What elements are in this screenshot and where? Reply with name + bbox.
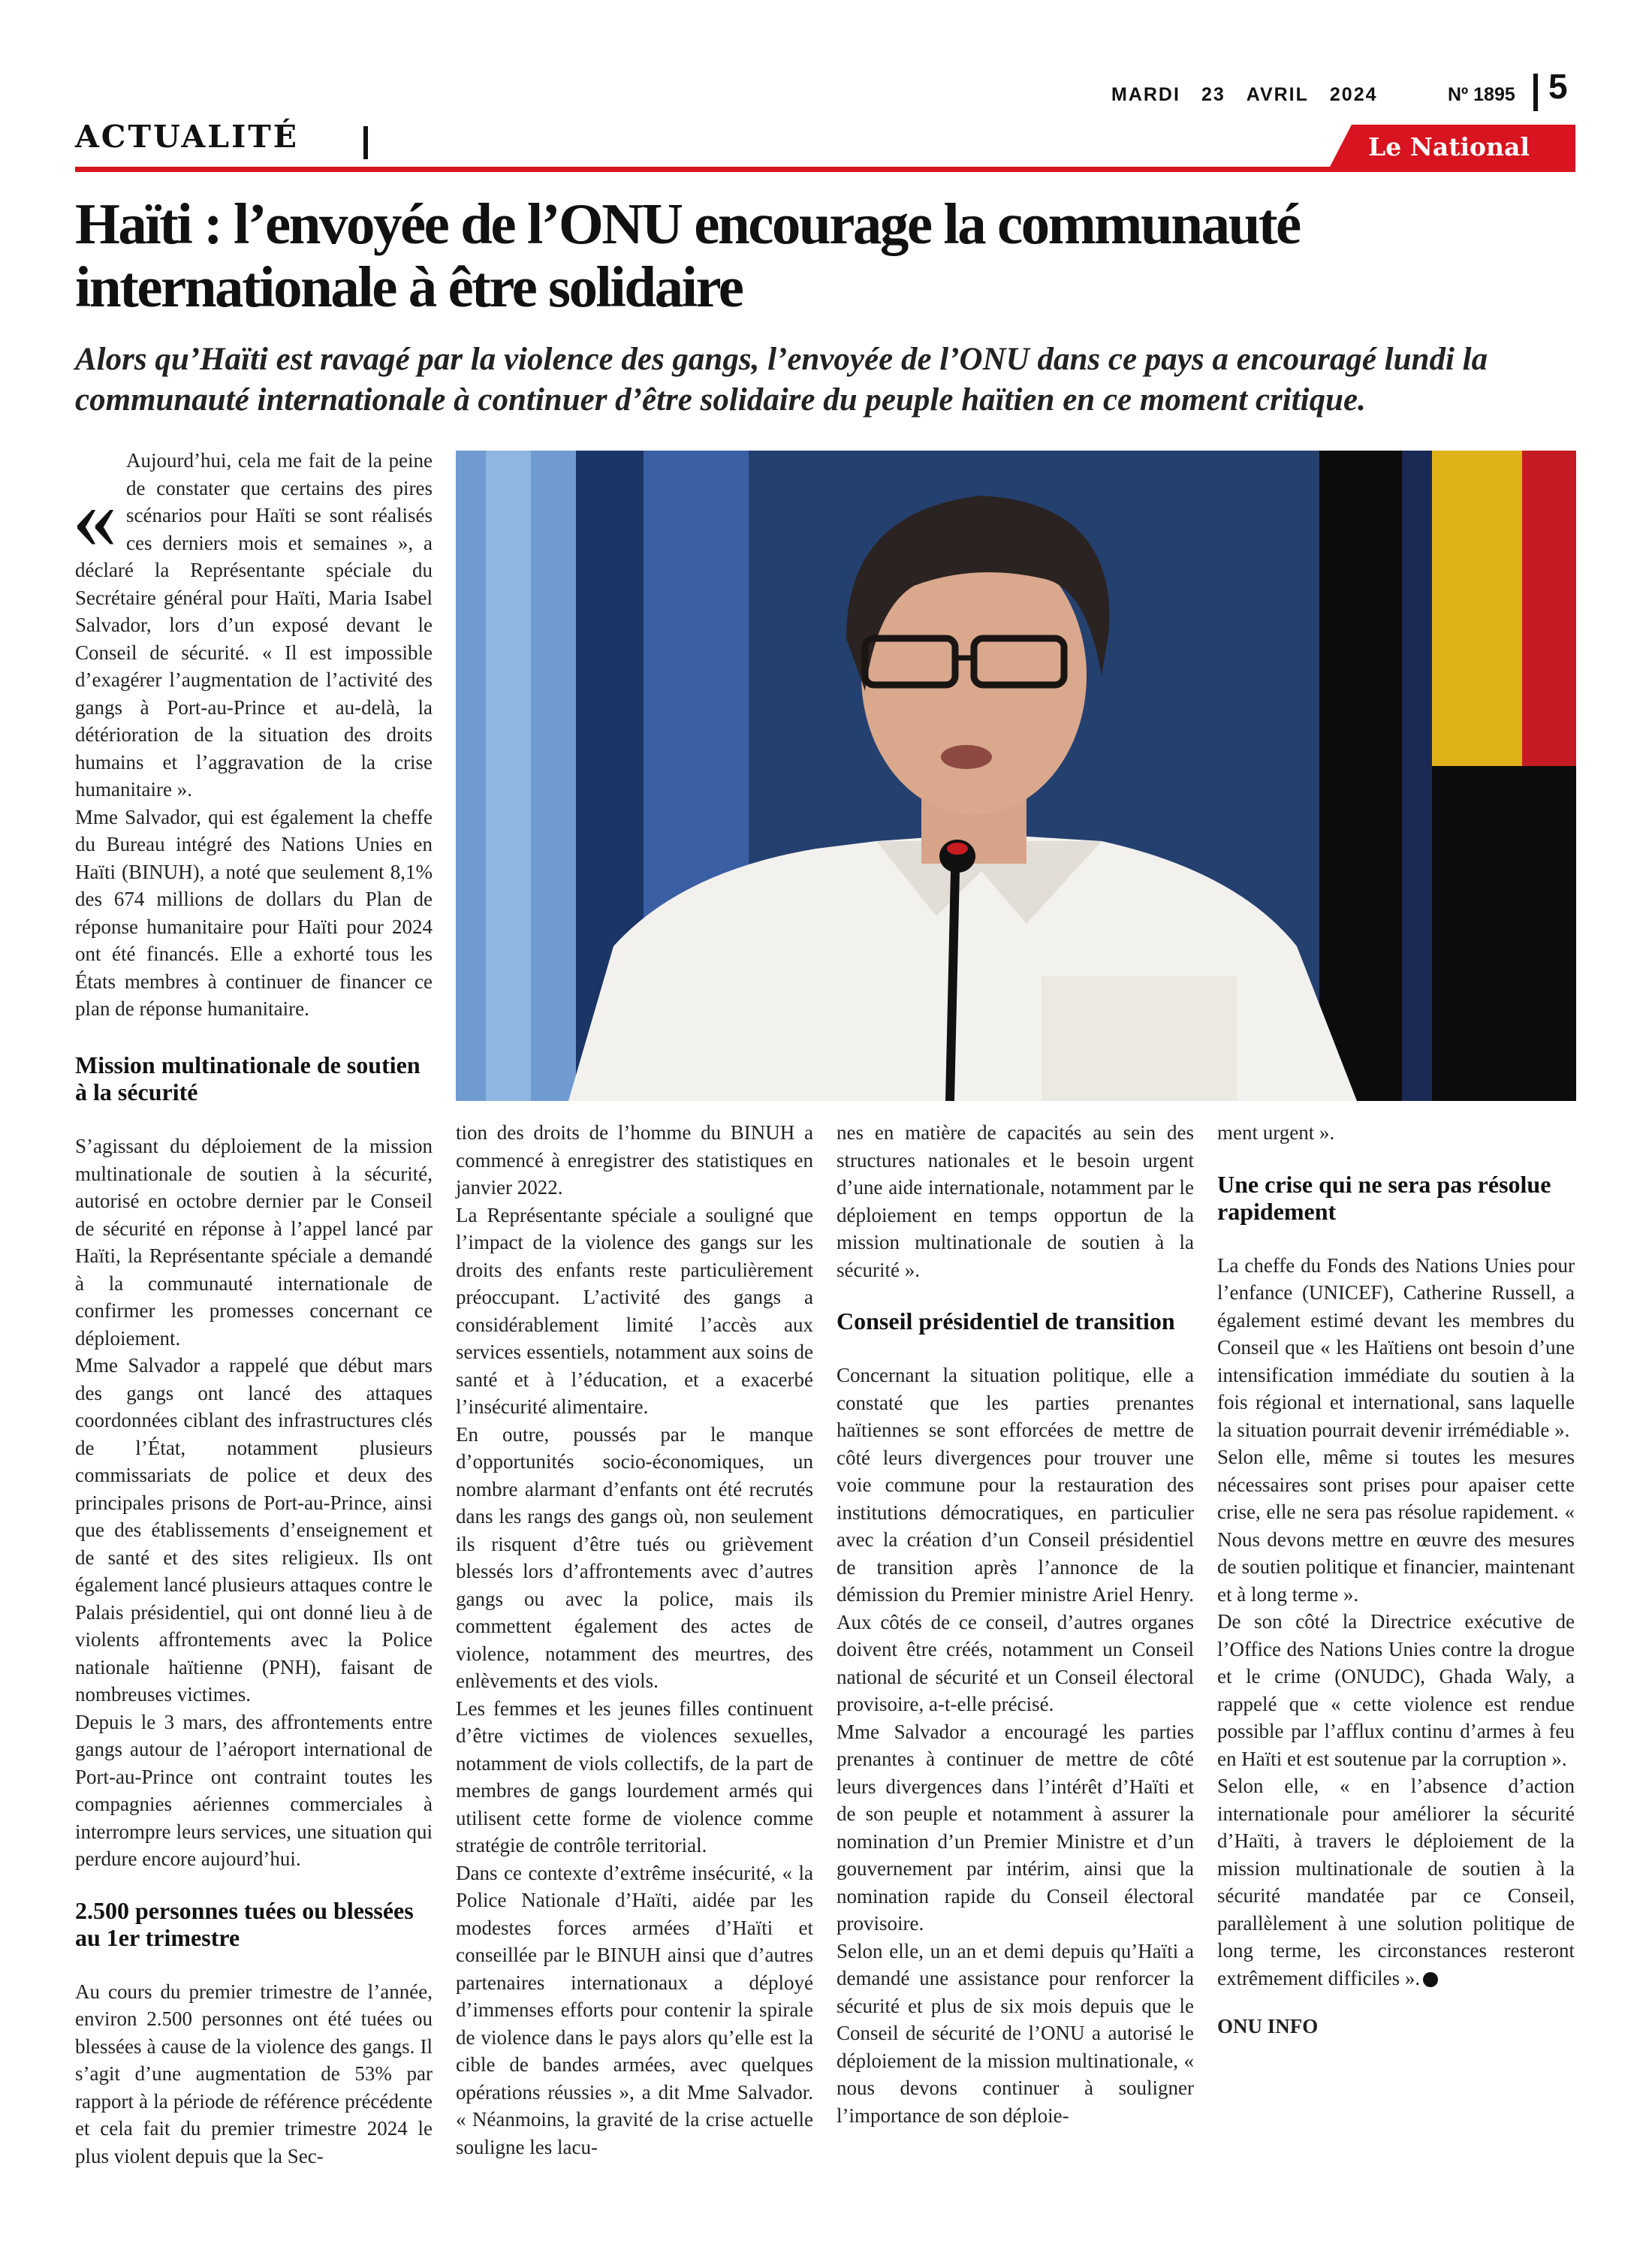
speaker-photo-illustration: [456, 451, 1576, 1101]
column-2: [456, 1119, 813, 2161]
lede-paragraph-2: Mme Salvador, qui est également la cheffe du Bureau intégré des Nations Unies en Haïti (BINUH), a noté que seulement 8,1% des 674 millions de dollars du Plan de réponse humanitaire pour Haïti pour 2024 ont été financés. Elle a exhorté tous les États membres à continuer de financer ce plan de réponse humanitaire.: [75, 805, 433, 1020]
column-4-paragraph-3: Selon elle, même si toutes les mesures nécessaires sont prises pour apaiser cette crise, elle ne sera pas résolue rapidement. « Nous devons mettre en œuvre des mesures de soutien politique et financier, maintenant et à long terme ».: [1217, 1446, 1575, 1606]
subhead-crisis: Une crise qui ne sera pas résolue rapidement: [1217, 1170, 1551, 1225]
date-month: AVRIL: [1246, 84, 1309, 105]
subhead-mission: Mission multinationale de soutien à la sécurité: [75, 1051, 421, 1105]
column-3: [837, 1119, 1194, 2129]
column-2-paragraph-3: En outre, poussés par le manque d’opportunités socio-économiques, un nombre alarmant d’enfants ont été recrutés dans les rangs des gangs où, non seulement ils risquent d’être tués ou grièvement blessés lors d’affrontements avec d’autres gangs ou avec la police, mais ils commettent également des actes de violence, notamment des meurtres, des enlèvements et des viols.: [456, 1422, 813, 1692]
date-day: MARDI: [1111, 84, 1180, 105]
column-4-paragraph-5: [1217, 1772, 1575, 1992]
column-2-paragraph-2: La Représentante spéciale a souligné que l’impact de la violence des gangs sur les droits des enfants reste particulièrement préoccupant. L’activité des gangs a considérablement limité l’accès aux services essentiels, notamment aux soins de santé et à l’éducation, et a exacerbé l’insécurité alimentaire.: [456, 1203, 813, 1418]
column-4: [1217, 1119, 1575, 2040]
header-divider: [1533, 74, 1538, 111]
lede-paragraph-1: Aujourd’hui, cela me fait de la peine de constater que certains des pires scénarios pour Haïti se sont réalisés ces derniers mois et semaines », a déclaré la Représentante spéciale du Secrétaire général pour Haïti, Maria Isabel Salvador, lors d’un exposé devant le Conseil de sécurité. « Il est impossible d’exagérer l’augmentation de l’activité des gangs à Port-au-Prince et au-delà, la détérioration de la situation des droits humains et l’aggravation de la crise humanitaire ».: [75, 449, 433, 801]
subhead-casualties: 2.500 personnes tuées ou blessées au 1er trimestre: [75, 1896, 414, 1951]
column-1-paragraph-4: Au cours du premier trimestre de l’année, environ 2.500 personnes ont été tuées ou blessées à cause de la violence des gangs. Il s’agit d’une augmentation de 53% par rapport à la période de référence précédente et cela fait du premier trimestre 2024 le plus violent depuis que la Sec-: [75, 1980, 433, 2167]
paper-name: Le National: [1368, 132, 1530, 161]
article-photo: [456, 451, 1576, 1101]
column-3-paragraph-4: Selon elle, un an et demi depuis qu’Haïti a demandé une assistance pour renforcer la sécurité et plus de six mois depuis que le Conseil de sécurité de l’ONU a autorisé le déploiement de la mission multinationale, « nous devons continuer à souligner l’importance de son déploie-: [837, 1939, 1194, 2127]
section-label: ACTUALITÉ: [75, 119, 300, 155]
article-signature: ONU INFO: [1217, 2015, 1319, 2037]
issue-date: [1111, 84, 1378, 106]
column-4-paragraph-2: La cheffe du Fonds des Nations Unies pour l’enfance (UNICEF), Catherine Russell, a également estimé devant les membres du Conseil que « les Haïtiens ont besoin d’une intensification immédiate du soutien à la fois régional et international, sans laquelle la situation pourrait devenir irrémédiable ».: [1217, 1253, 1575, 1441]
headline-line-2: internationale à être solidaire: [75, 255, 743, 319]
lede-column: [72, 447, 433, 1023]
column-4-paragraph-4: De son côté la Directrice exécutive de l’Office des Nations Unies contre la drogue et le crime (ONUDC), Ghada Waly, a rappelé que « cette violence est rendue possible par l’afflux continu d’armes à feu en Haïti et est soutenue par la corruption ».: [1217, 1610, 1575, 1770]
column-2-paragraph-1: tion des droits de l’homme du BINUH a commencé à enregistrer des statistiques en janvier 2022.: [456, 1121, 813, 1199]
column-4-paragraph-5-text: Selon elle, « en l’absence d’action internationale pour améliorer la sécurité d’Haïti, à travers le déploiement de la mission multinationale de soutien à la sécurité mandatée par ce Conseil, parallèlement à une solution politique de long terme, les circonstances resteront extrêmement difficiles ».: [1217, 1775, 1575, 1989]
column-1-paragraph-1: S’agissant du déploiement de la mission multinationale de soutien à la sécurité, autorisé en octobre dernier par le Conseil de sécurité en réponse à l’appel lancé par Haïti, la Représentante spéciale a demandé à la communauté internationale de confirmer les promesses concernant ce déploiement.: [75, 1135, 433, 1350]
headline-line-1: Haïti : l’envoyée de l’ONU encourage la communauté: [75, 192, 1300, 256]
page-number: 5: [1548, 67, 1568, 106]
section-divider: [363, 126, 368, 159]
issue-number: Nº 1895: [1448, 84, 1515, 105]
subhead-transition-council: Conseil présidentiel de transition: [837, 1307, 1175, 1335]
column-2-paragraph-4: Les femmes et les jeunes filles continuent d’être victimes de violences sexuelles, notamment de viols collectifs, de la part de membres de gangs lourdement armés qui utilisent cette forme de violence comme stratégie de contrôle territorial.: [456, 1697, 813, 1856]
column-3-paragraph-2: Concernant la situation politique, elle a constaté que les parties prenantes haïtiennes se sont efforcées de mettre de côté leurs divergences pour trouver une voie commune pour la restauration des institutions démocratiques, en particulier avec la création d’un Conseil présidentiel de transition après l’annonce de la démission du Premier ministre Ariel Henry. Aux côtés de ce conseil, d’autres organes doivent être créés, notamment un Conseil national de sécurité et un Conseil électoral provisoire, a-t-elle précisé.: [837, 1364, 1194, 1715]
standfirst: Alors qu’Haïti est ravagé par la violence des gangs, l’envoyée de l’ONU dans ce pays a encouragé lundi la communauté internationale à continuer d’être solidaire du peuple haïtien en ce moment critique.: [75, 342, 1488, 418]
column-2-paragraph-5: Dans ce contexte d’extrême insécurité, « la Police Nationale d’Haïti, aidée par les modestes forces armées d’Haïti et conseillée par le BINUH ainsi que d’autres partenaires internationaux a déployé d’immenses efforts pour contenir la spirale de violence dans le pays alors qu’elle est la cible de bandes armées, avec quelques opérations réussies », a dit Mme Salvador. « Néanmoins, la gravité de la crise actuelle souligne les lacu-: [456, 1861, 813, 2158]
opening-quote-mark: «: [72, 467, 117, 567]
end-mark-icon: [1423, 1972, 1438, 1987]
column-1-paragraph-2: Mme Salvador a rappelé que début mars des gangs ont lancé des attaques coordonnées ciblant des infrastructures clés de l’État, notamment plusieurs commissariats de police et deux des principales prisons de Port-au-Prince, ainsi que des établissements d’enseignement et de santé et des sites religieux. Ils ont également lancé plusieurs attaques contre le Palais présidentiel, qui ont donné lieu à de violents affrontements avec la Police nationale haïtienne (PNH), faisant de nombreuses victimes.: [75, 1354, 433, 1706]
column-3-paragraph-1: nes en matière de capacités au sein des structures nationales et le besoin urgent d’une aide internationale, notamment par le déploiement en temps opportun de la mission multinationale de soutien à la sécurité ».: [837, 1121, 1194, 1281]
date-year: 2024: [1329, 84, 1378, 105]
column-1-paragraph-3: Depuis le 3 mars, des affrontements entre gangs autour de l’aéroport international de Port-au-Prince ont contraint toutes les compagnies aériennes commerciales à interrompre leurs services, une situation qui perdure encore aujourd’hui.: [75, 1710, 433, 1870]
column-4-paragraph-1: ment urgent ».: [1217, 1121, 1335, 1144]
column-1: [75, 1051, 433, 2170]
column-3-paragraph-3: Mme Salvador a encouragé les parties prenantes à continuer de mettre de côté leurs divergences dans l’intérêt d’Haïti et de son peuple et notamment à assurer la nomination d’un Premier Ministre et d’un gouvernement par intérim, ainsi que la nomination rapide du Conseil électoral provisoire.: [837, 1720, 1194, 1935]
headline: [75, 192, 1577, 318]
date-number: 23: [1201, 84, 1225, 105]
